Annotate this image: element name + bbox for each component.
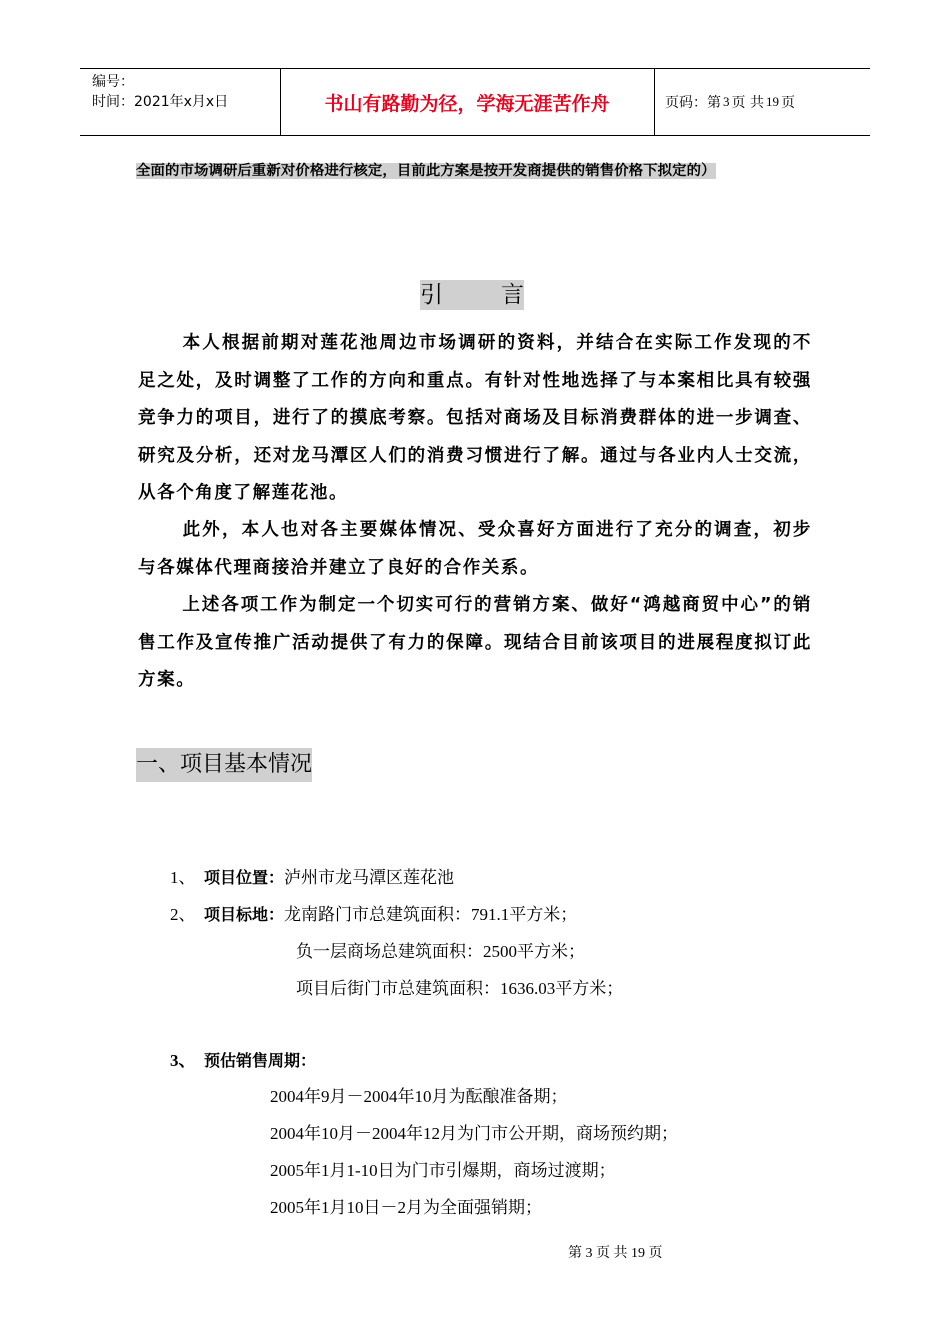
item-number: 2、 [170, 905, 196, 924]
header-code-label: 编号： [92, 74, 134, 90]
intro-title-char: 引 [420, 282, 443, 308]
period-line: 2005年1月1-10日为门市引爆期，商场过渡期； [270, 1161, 616, 1180]
item-number: 3、 [170, 1051, 196, 1070]
header-motto: 书山有路勤为径，学海无涯苦作舟 [324, 92, 610, 115]
area-line: 负一层商场总建筑面积：2500平方米； [296, 942, 585, 961]
page-mid: 页 共 [731, 95, 764, 111]
item-value: 龙南路门市总建筑面积：791.1平方米； [284, 905, 578, 924]
page-header [80, 68, 870, 136]
intro-paragraph-2: 此外，本人也对各主要媒体情况、受众喜好方面进行了充分的调查，初步与各媒体代理商接洽并建立了良好的合作关系。 [138, 520, 812, 578]
intro-paragraph-1: 本人根据前期对莲花池周边市场调研的资料，并结合在实际工作发现的不足之处，及时调整了工作的方向和重点。有针对性地选择了与本案相比具有较强竞争力的项目，进行了的摸底考察。包括对商场及目标消费群体的进一步调查、研究及分析，还对龙马潭区人们的消费习惯进行了解。通过与各业内人士交流，从各个角度了解莲花池。 [138, 333, 812, 503]
item-value: 泸州市龙马潭区莲花池 [284, 868, 455, 887]
area-line: 项目后街门市总建筑面积：1636.03平方米； [296, 979, 624, 998]
list-item-area [170, 903, 577, 927]
page-prefix: 页码：第 [665, 95, 721, 111]
page-footer: 第 3 页 共 19 页 [568, 1246, 663, 1261]
header-meta [92, 72, 228, 112]
carryover-note [136, 161, 716, 181]
list-item-location [170, 866, 454, 890]
item-label: 项目位置： [204, 868, 285, 887]
page-suffix: 页 [780, 95, 795, 111]
page-total: 19 [765, 94, 779, 109]
carryover-note-text: 全面的市场调研后重新对价格进行核定，目前此方案是按开发商提供的销售价格下拟定的） [136, 163, 716, 179]
period-line: 2004年10月－2004年12月为门市公开期，商场预约期； [270, 1124, 678, 1143]
period-line: 2004年9月－2004年10月为酝酿准备期； [270, 1087, 568, 1106]
page-current: 3 [723, 94, 730, 109]
item-label: 预估销售周期： [204, 1051, 317, 1070]
intro-title [420, 280, 524, 310]
intro-title-char: 言 [501, 282, 524, 308]
header-page-number [665, 69, 795, 135]
item-number: 1、 [170, 868, 196, 887]
intro-paragraph-3: 上述各项工作为制定一个切实可行的营销方案、做好“鸿越商贸中心”的销售工作及宣传推广活动提供了有力的保障。现结合目前该项目的进展程度拟订此方案。 [138, 595, 812, 690]
item-label: 项目标地： [204, 905, 285, 924]
header-divider [654, 69, 655, 135]
header-time: 时间：2021年x月x日 [92, 94, 229, 110]
list-item-sales-period [170, 1049, 316, 1073]
period-line: 2005年1月10日－2月为全面强销期； [270, 1198, 542, 1217]
section-heading: 一、项目基本情况 [136, 748, 312, 782]
